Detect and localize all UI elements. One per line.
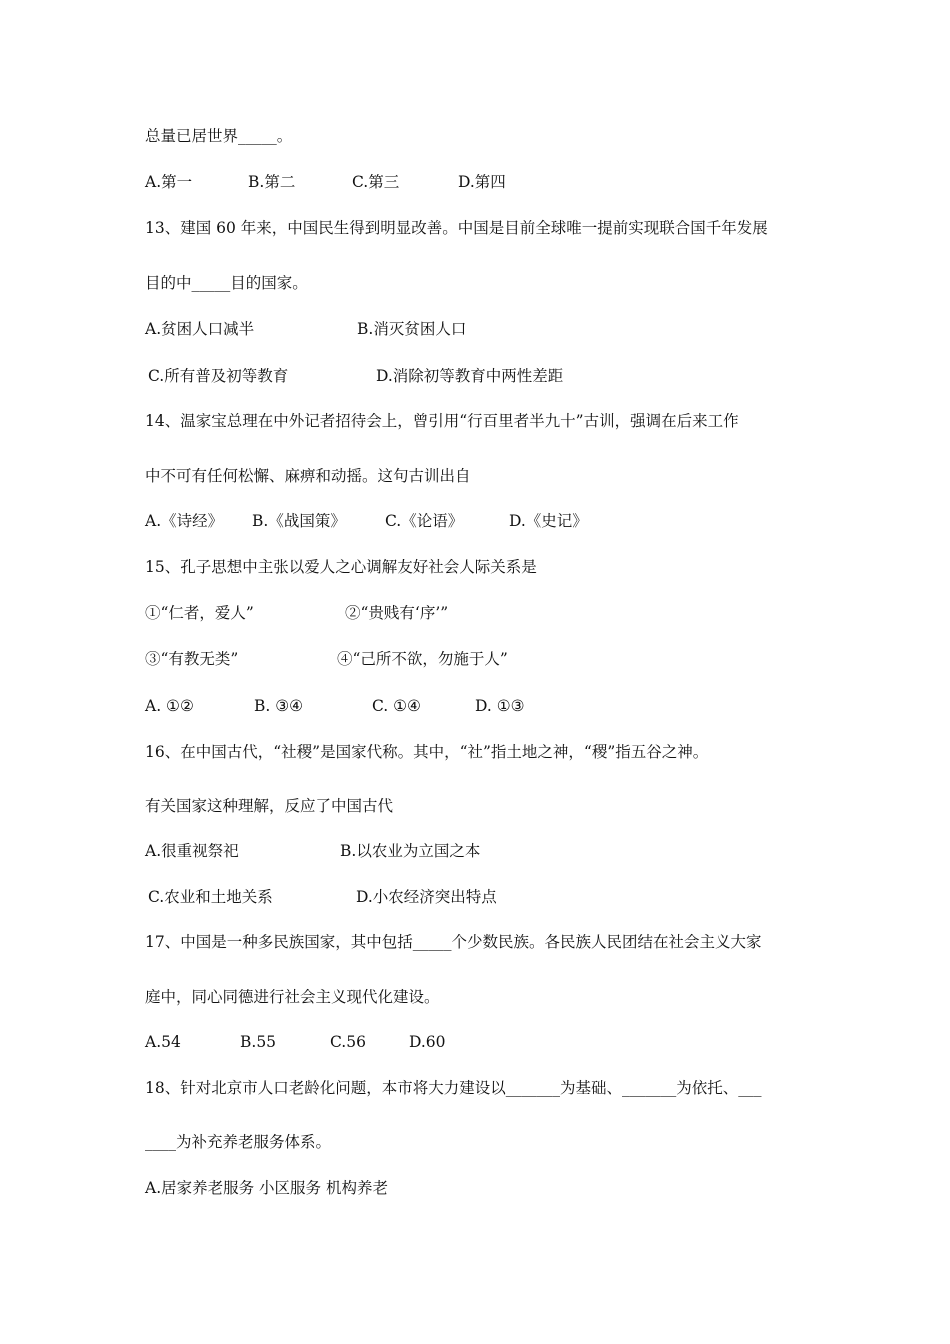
- q16-option-b: B.以农业为立国之本: [340, 842, 481, 860]
- q16-option-a: A.很重视祭祀: [145, 842, 239, 860]
- q12-option-a: A.第一: [145, 173, 193, 191]
- q12-option-d: D.第四: [458, 173, 506, 191]
- q15-item-2: ②“贵贱有‘序’”: [345, 604, 449, 622]
- q17-stem-line2: 庭中，同心同德进行社会主义现代化建设。: [145, 988, 440, 1006]
- q15-option-b: B. ③④: [254, 697, 304, 715]
- q13-option-a: A.贫困人口减半: [145, 320, 255, 338]
- q12-stem-continuation: 总量已居世界_____。: [145, 127, 293, 145]
- q18-stem-line2: ____为补充养老服务体系。: [145, 1133, 332, 1151]
- q16-option-c: C.农业和土地关系: [148, 888, 273, 906]
- q14-option-b: B.《战国策》: [252, 512, 346, 530]
- q15-item-1: ①“仁者，爱人”: [145, 604, 254, 622]
- q15-option-a: A. ①②: [145, 697, 194, 715]
- q14-option-d: D.《史记》: [509, 512, 588, 530]
- q14-stem-line2: 中不可有任何松懈、麻痹和动摇。这句古训出自: [145, 467, 471, 485]
- q13-option-d: D.消除初等教育中两性差距: [376, 367, 564, 385]
- q16-option-d: D.小农经济突出特点: [356, 888, 497, 906]
- q12-option-b: B.第二: [248, 173, 296, 191]
- q17-option-a: A.54: [145, 1033, 181, 1051]
- q18-option-a: A.居家养老服务 小区服务 机构养老: [145, 1179, 388, 1197]
- q17-option-d: D.60: [409, 1033, 446, 1051]
- q14-stem-line1: 14、温家宝总理在中外记者招待会上，曾引用“行百里者半九十”古训，强调在后来工作: [145, 412, 739, 430]
- q17-option-b: B.55: [240, 1033, 277, 1051]
- q13-stem-line2: 目的中_____目的国家。: [145, 274, 308, 292]
- q18-stem-line1: 18、针对北京市人口老龄化问题，本市将大力建设以_______为基础、_______为依托、___: [145, 1079, 762, 1097]
- q12-option-c: C.第三: [352, 173, 400, 191]
- q14-option-c: C.《论语》: [385, 512, 464, 530]
- q15-option-c: C. ①④: [372, 697, 421, 715]
- q15-item-3: ③“有教无类”: [145, 650, 239, 668]
- q15-stem: 15、孔子思想中主张以爱人之心调解友好社会人际关系是: [145, 558, 537, 576]
- q16-stem-line2: 有关国家这种理解，反应了中国古代: [145, 797, 394, 815]
- q17-stem-line1: 17、中国是一种多民族国家，其中包括_____个少数民族。各民族人民团结在社会主义大家: [145, 933, 762, 951]
- q17-option-c: C.56: [330, 1033, 366, 1051]
- q16-stem-line1: 16、在中国古代，“社稷”是国家代称。其中，“社”指土地之神，“稷”指五谷之神。: [145, 743, 709, 761]
- q15-option-d: D. ①③: [475, 697, 525, 715]
- q13-option-c: C.所有普及初等教育: [148, 367, 289, 385]
- q13-stem-line1: 13、建国 60 年来，中国民生得到明显改善。中国是目前全球唯一提前实现联合国千年发展: [145, 219, 768, 237]
- q15-item-4: ④“己所不欲，勿施于人”: [337, 650, 508, 668]
- q13-option-b: B.消灭贫困人口: [357, 320, 467, 338]
- q14-option-a: A.《诗经》: [145, 512, 224, 530]
